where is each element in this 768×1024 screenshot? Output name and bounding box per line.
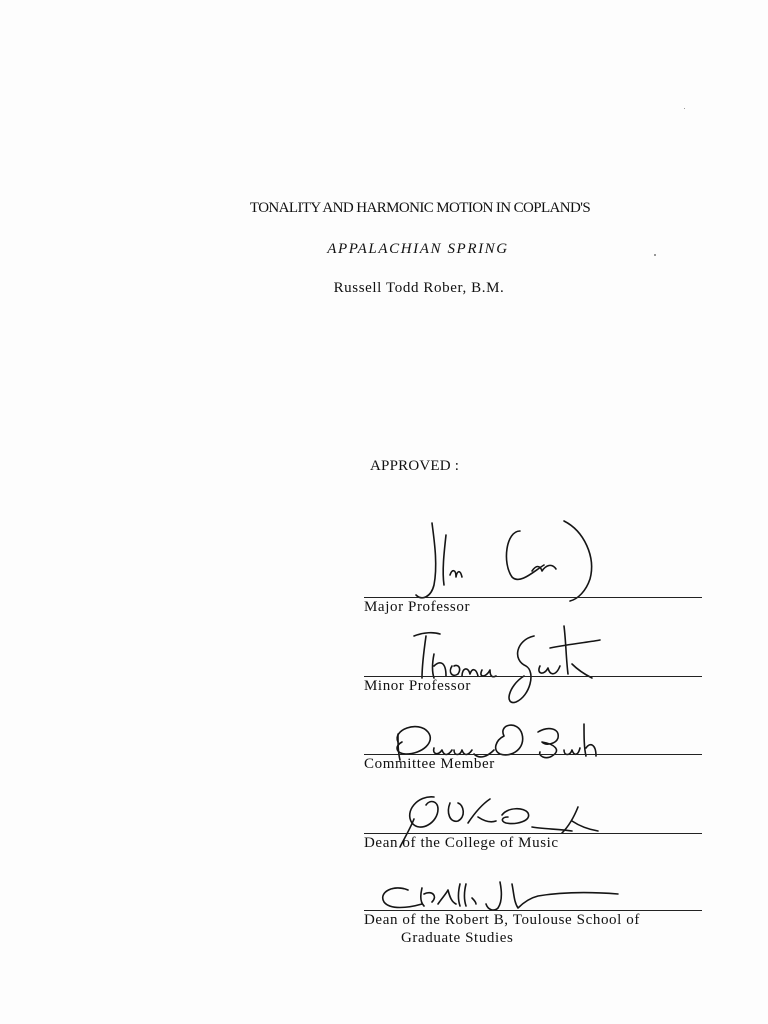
signature-line: [364, 754, 702, 755]
signature-label-dean-graduate-school: Dean of the Robert B, Toulouse School of: [364, 912, 640, 928]
thesis-title: TONALITY AND HARMONIC MOTION IN COPLAND'S: [249, 200, 591, 216]
signature-major-professor: [394, 519, 654, 609]
signature-label-dean-graduate-school-line2: Graduate Studies: [401, 930, 514, 946]
thesis-subtitle: APPALACHIAN SPRING: [327, 241, 509, 257]
approved-heading: APPROVED :: [370, 458, 460, 474]
signature-line: [364, 676, 702, 677]
signature-line: [364, 833, 702, 834]
signature-line: [364, 910, 702, 911]
signature-line: [364, 597, 702, 598]
signature-label-major-professor: Major Professor: [364, 599, 471, 615]
scan-speck: [684, 108, 685, 109]
signature-label-dean-college-music: Dean of the College of Music: [364, 835, 559, 851]
signature-label-committee-member: Committee Member: [364, 756, 495, 772]
signature-label-minor-professor: Minor Professor: [364, 678, 471, 694]
author-name: Russell Todd Rober, B.M.: [333, 280, 505, 296]
scan-speck: [654, 254, 656, 256]
